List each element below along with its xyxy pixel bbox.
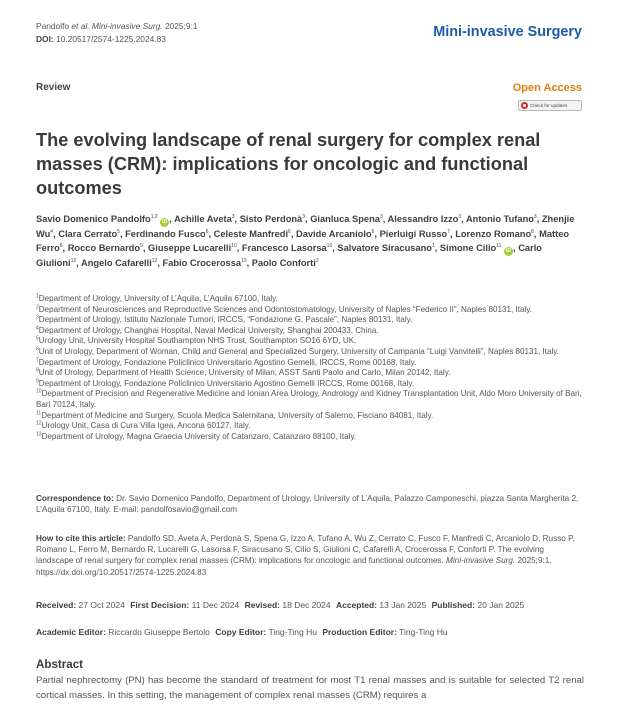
author-name[interactable]: [36, 214, 158, 224]
affiliation-item: [36, 411, 582, 422]
author-name-text: Giuseppe Lucarelli: [148, 243, 232, 254]
author-affiliation-ref: 13: [241, 258, 247, 265]
header-author: Pandolfo: [36, 21, 70, 31]
date-item: [36, 600, 125, 610]
affiliation-number: 7: [36, 356, 39, 363]
affiliation-item: [36, 347, 582, 358]
author-name-text: Savio Domenico Pandolfo: [36, 214, 151, 224]
header-year-volume: 2025;9:1: [162, 21, 198, 31]
editor-credits: [36, 627, 582, 637]
author-name[interactable]: [380, 229, 450, 239]
author-name[interactable]: [242, 243, 332, 253]
date-label: Received:: [36, 600, 77, 610]
author-affiliation-ref: 1,2: [150, 213, 158, 220]
author-name-text: Gianluca Spena: [310, 214, 380, 224]
author-name-text: Celeste Manfredi: [213, 229, 289, 239]
author-name[interactable]: [466, 214, 537, 224]
affiliation-number: 8: [36, 367, 39, 374]
author-affiliation-ref: 11: [496, 243, 502, 250]
date-item: [245, 600, 331, 610]
affiliation-text: Department of Urology, Changhai Hospital, Naval Medical University, Shanghai 200433, China.: [38, 325, 379, 335]
affiliation-list: [36, 294, 582, 442]
affiliation-number: 6: [36, 346, 39, 353]
citation-line: [36, 20, 198, 33]
affiliation-text: Department of Urology, Magna Graecia University of Catanzaro, Catanzaro 88100, Italy.: [41, 431, 357, 441]
author-affiliation-ref: 8: [531, 228, 534, 235]
author-affiliation-ref: 5: [117, 228, 120, 235]
affiliation-text: Department of Neurosciences and Reproductive Sciences and Odontostomatology, University of Naples “Federico II”, Naples 80131, Italy.: [38, 304, 532, 314]
author-affiliation-ref: 12: [151, 258, 158, 265]
author-affiliation-ref: 2: [315, 258, 319, 265]
author-list: Savio Domenico Pandolfo$^{1,2}$ iD , Achille Aveta$^3$, Sisto Perdonà$^3$, Gianluca Spena$^3$, Alessandro Izzo$^3$, Antonio Tufano$^3$, Zhenjie Wu$^4$, Clara Cerrato$^5$, Ferdinando Fusco$^6$, Celeste Manfredi$^6$, Davide Arcaniolo$^6$, Pierluigi Russo$^7$, Lorenzo Romano$^8$, Matteo Ferro$^8$, Rocco Bernardo$^9$, Giuseppe Lucarelli$^{10}$, Francesco Lasorsa$^{10}$, Salvatore Siracusano$^1$, Simone Cilio$^{11}$ iD , Carlo Giulioni$^{12}$, Angelo Cafarelli$^{12}$, Fabio Crocerossa$^{13}$, Paolo Conforti$^2$: [36, 213, 575, 269]
affiliation-number: 3: [36, 314, 39, 321]
author-affiliation-ref: 8: [59, 243, 63, 250]
affiliation-number: 12: [36, 420, 42, 427]
article-type: Review: [36, 82, 71, 93]
abstract-text: Partial nephrectomy (PN) has become the standard of treatment for most T1 renal masses and is suitable for selected T2 renal cortical masses. In this setting, the management of complex renal masses (CRM) requires a: [36, 675, 584, 701]
journal-brand[interactable]: Mini-invasive Surgery: [433, 24, 582, 40]
date-value: 13 Jan 2025: [377, 600, 427, 610]
author-name[interactable]: [163, 258, 247, 268]
author-affiliation-ref: 3: [533, 213, 537, 220]
author-name-text: Achille Aveta: [174, 214, 232, 224]
article-title: The evolving landscape of renal surgery for complex renal masses (CRM): implications for oncologic and functional outcomes: [36, 130, 541, 198]
affiliation-item: [36, 326, 582, 337]
correspondence-text: Dr. Savio Domenico Pandolfo, Department of Urology, University of L’Aquila, Palazzo Camponeschi, piazza Santa Margherita 2, L’Aquila 67100, Italy. E-mail: pandolfosavio@gmail.com: [36, 494, 579, 515]
author-name[interactable]: [81, 258, 157, 268]
check-for-updates-button[interactable]: [518, 100, 582, 111]
author-name-text: Lorenzo Romano: [455, 229, 532, 239]
author-name-text: Pierluigi Russo: [379, 229, 448, 239]
affiliation-item: [36, 368, 582, 379]
editor-item: [36, 627, 210, 637]
author-name-text: Clara Cerrato: [58, 229, 118, 239]
affiliation-number: 13: [36, 431, 42, 438]
author-name-text: Zhenjie Wu: [36, 214, 575, 239]
author-name-text: Paolo Conforti: [251, 258, 316, 269]
date-value: 20 Jan 2025: [475, 600, 525, 610]
affiliation-text: Department of Urology, University of L’Aquila, L’Aquila 67100, Italy.: [38, 294, 278, 303]
date-label: Published:: [431, 600, 476, 610]
date-item: [336, 600, 426, 610]
affiliation-text: Department of Urology, Istituto Nazionale Tumori, IRCCS, “Fondazione G. Pascale”, Naples 80131, Italy.: [38, 315, 413, 325]
affiliation-text: Unit of Urology, Department of Woman, Child and General and Specialized Surgery, University of Campania “Luigi Vanvitelli”, Naples 80131, Italy.: [38, 346, 559, 356]
date-item: [130, 600, 239, 610]
author-affiliation-ref: 4: [50, 228, 54, 235]
affiliation-number: 2: [36, 303, 39, 310]
author-name-text: Fabio Crocerossa: [162, 258, 242, 269]
affiliation-text: Unit of Urology, Department of Health Science, University of Milan, ASST Santi Paolo and Carlo, Milan 20142, Italy.: [38, 368, 451, 378]
author-name-text: Antonio Tufano: [465, 214, 534, 224]
header-journal: et al. Mini-invasive Surg.: [71, 21, 163, 31]
author-affiliation-ref: 3: [458, 213, 462, 220]
author-name[interactable]: [214, 229, 291, 239]
author-affiliation-ref: 10: [326, 243, 333, 250]
cite-doi[interactable]: 2025;9:1. https://dx.doi.org/10.20517/2574-1225.2024.83: [36, 556, 552, 577]
author-name[interactable]: [240, 214, 305, 224]
author-affiliation-ref: 10: [231, 243, 237, 250]
affiliation-number: 1: [36, 293, 39, 300]
check-for-updates-label: Check for updates: [530, 103, 568, 108]
author-name[interactable]: [58, 229, 120, 239]
running-header: [36, 20, 198, 46]
affiliation-text: Department of Urology, Fondazione Policlinico Universitario Agostino Gemelli, IRCCS, Rome 00168, Italy.: [38, 357, 417, 367]
affiliation-item: [36, 305, 582, 316]
orcid-icon[interactable]: iD: [506, 248, 512, 255]
cite-label: How to cite this article:: [36, 534, 126, 543]
author-name[interactable]: [296, 229, 374, 239]
author-affiliation-ref: 3: [231, 213, 235, 220]
editor-role: Academic Editor:: [36, 627, 106, 637]
how-to-cite: [36, 533, 582, 578]
author-name-text: Davide Arcaniolo: [296, 229, 372, 239]
date-label: Accepted:: [335, 600, 378, 610]
author-name[interactable]: [440, 243, 502, 253]
author-name[interactable]: [252, 258, 319, 268]
affiliation-number: 4: [36, 325, 39, 332]
affiliation-number: 10: [36, 388, 42, 395]
affiliation-item: [36, 336, 582, 347]
editor-role: Copy Editor:: [215, 627, 267, 637]
affiliation-item: [36, 294, 582, 305]
editor-item: [322, 627, 447, 637]
editor-name: Ting-Ting Hu: [266, 627, 317, 637]
author-affiliation-ref: 9: [140, 243, 143, 250]
author-affiliation-ref: 3: [379, 213, 383, 220]
date-item: [432, 600, 525, 610]
doi-label: DOI:: [36, 34, 54, 44]
author-name[interactable]: [455, 229, 534, 239]
doi-value[interactable]: 10.20517/2574-1225.2024.83: [53, 34, 166, 44]
cite-text: Pandolfo SD, Aveta A, Perdonà S, Spena G, Izzo A, Tufano A, Wu Z, Cerrato C, Fusco F, Manfredi C, Arcaniolo D, Russo P, Romano L, Ferro M, Bernardo R, Lucarelli G, Lasorsa F, Siracusano S, Cilio S, Giulioni C, Cafarelli A, Crocerossa F, Conforti P. The evolving landscape of renal surgery for complex renal masses (CRM): implications for oncologic and functional outcomes.: [36, 534, 575, 566]
affiliation-item: [36, 379, 582, 390]
author-name-text: Simone Cilio: [439, 243, 497, 254]
affiliation-item: [36, 421, 582, 432]
editor-name: Ting-Ting Hu: [396, 627, 448, 637]
publication-dates: [36, 600, 596, 610]
affiliation-number: 9: [36, 378, 39, 385]
author-name-text: Ferdinando Fusco: [125, 229, 206, 239]
affiliation-number: 5: [36, 335, 39, 342]
open-access-label: Open Access: [512, 82, 582, 94]
author-name[interactable]: [388, 214, 462, 224]
author-affiliation-ref: 6: [371, 228, 375, 235]
orcid-icon[interactable]: iD: [162, 219, 168, 225]
author-name[interactable]: [125, 229, 208, 239]
editor-name: Riccardo Giuseppe Bertolo: [105, 627, 210, 637]
date-value: 11 Dec 2024: [189, 600, 240, 610]
author-affiliation-ref: 1: [431, 243, 435, 250]
author-name[interactable]: [174, 214, 234, 224]
affiliation-item: [36, 315, 582, 326]
author-name-text: Francesco Lasorsa: [241, 243, 327, 254]
date-value: 27 Oct 2024: [76, 600, 125, 610]
correspondence-label: Correspondence to:: [36, 494, 114, 503]
affiliation-text: Department of Medicine and Surgery, Scuola Medica Salernitana, University of Salerno, Fisciano 84081, Italy.: [41, 410, 434, 420]
affiliation-text: Department of Urology, Fondazione Policlinico Universitario Agostino Gemelli IRCCS, Rome 00168, Italy.: [38, 378, 415, 388]
cite-journal: Mini-invasive Surg.: [446, 556, 516, 566]
affiliation-text: Urology Unit, University Hospital Southampton NHS Trust, Southampton SO16 6YD, UK.: [38, 336, 357, 346]
author-name-text: Carlo Giulioni: [36, 243, 542, 269]
correspondence: [36, 493, 582, 515]
author-name[interactable]: [148, 243, 237, 253]
author-name-text: Angelo Cafarelli: [81, 258, 152, 269]
affiliation-item: [36, 432, 582, 443]
author-name-text: Matteo Ferro: [36, 229, 570, 254]
author-affiliation-ref: 6: [205, 228, 209, 235]
doi-line: [36, 33, 198, 46]
author-name[interactable]: [310, 214, 383, 224]
editor-role: Production Editor:: [322, 627, 397, 637]
affiliation-number: 11: [36, 409, 42, 416]
author-name-text: Sisto Perdonà: [239, 214, 303, 224]
date-label: First Decision:: [130, 600, 190, 610]
crossmark-icon: [521, 102, 528, 109]
author-affiliation-ref: 12: [70, 258, 77, 265]
affiliation-item: [36, 389, 582, 410]
author-name[interactable]: [68, 243, 143, 253]
abstract-heading: Abstract: [36, 658, 84, 671]
author-name-text: Alessandro Izzo: [387, 214, 459, 224]
author-affiliation-ref: 7: [447, 228, 451, 235]
author-name-text: Salvatore Siracusano: [337, 243, 432, 254]
author-affiliation-ref: 3: [302, 213, 306, 220]
author-affiliation-ref: 6: [288, 228, 291, 235]
affiliation-text: Urology Unit, Casa di Cura Villa Igea, Ancona 60127, Italy.: [41, 421, 251, 431]
author-name[interactable]: [337, 243, 434, 253]
date-value: 18 Dec 2024: [280, 600, 331, 610]
affiliation-text: Department of Precision and Regenerative Medicine and Ionian Area Urology, Andrology and Kidney Transplantation Unit, Aldo Moro University of Bari, Bari 70124, Italy.: [36, 389, 582, 409]
date-label: Revised:: [244, 600, 281, 610]
editor-item: [215, 627, 317, 637]
affiliation-item: [36, 358, 582, 369]
author-name-text: Rocco Bernardo: [67, 243, 141, 254]
